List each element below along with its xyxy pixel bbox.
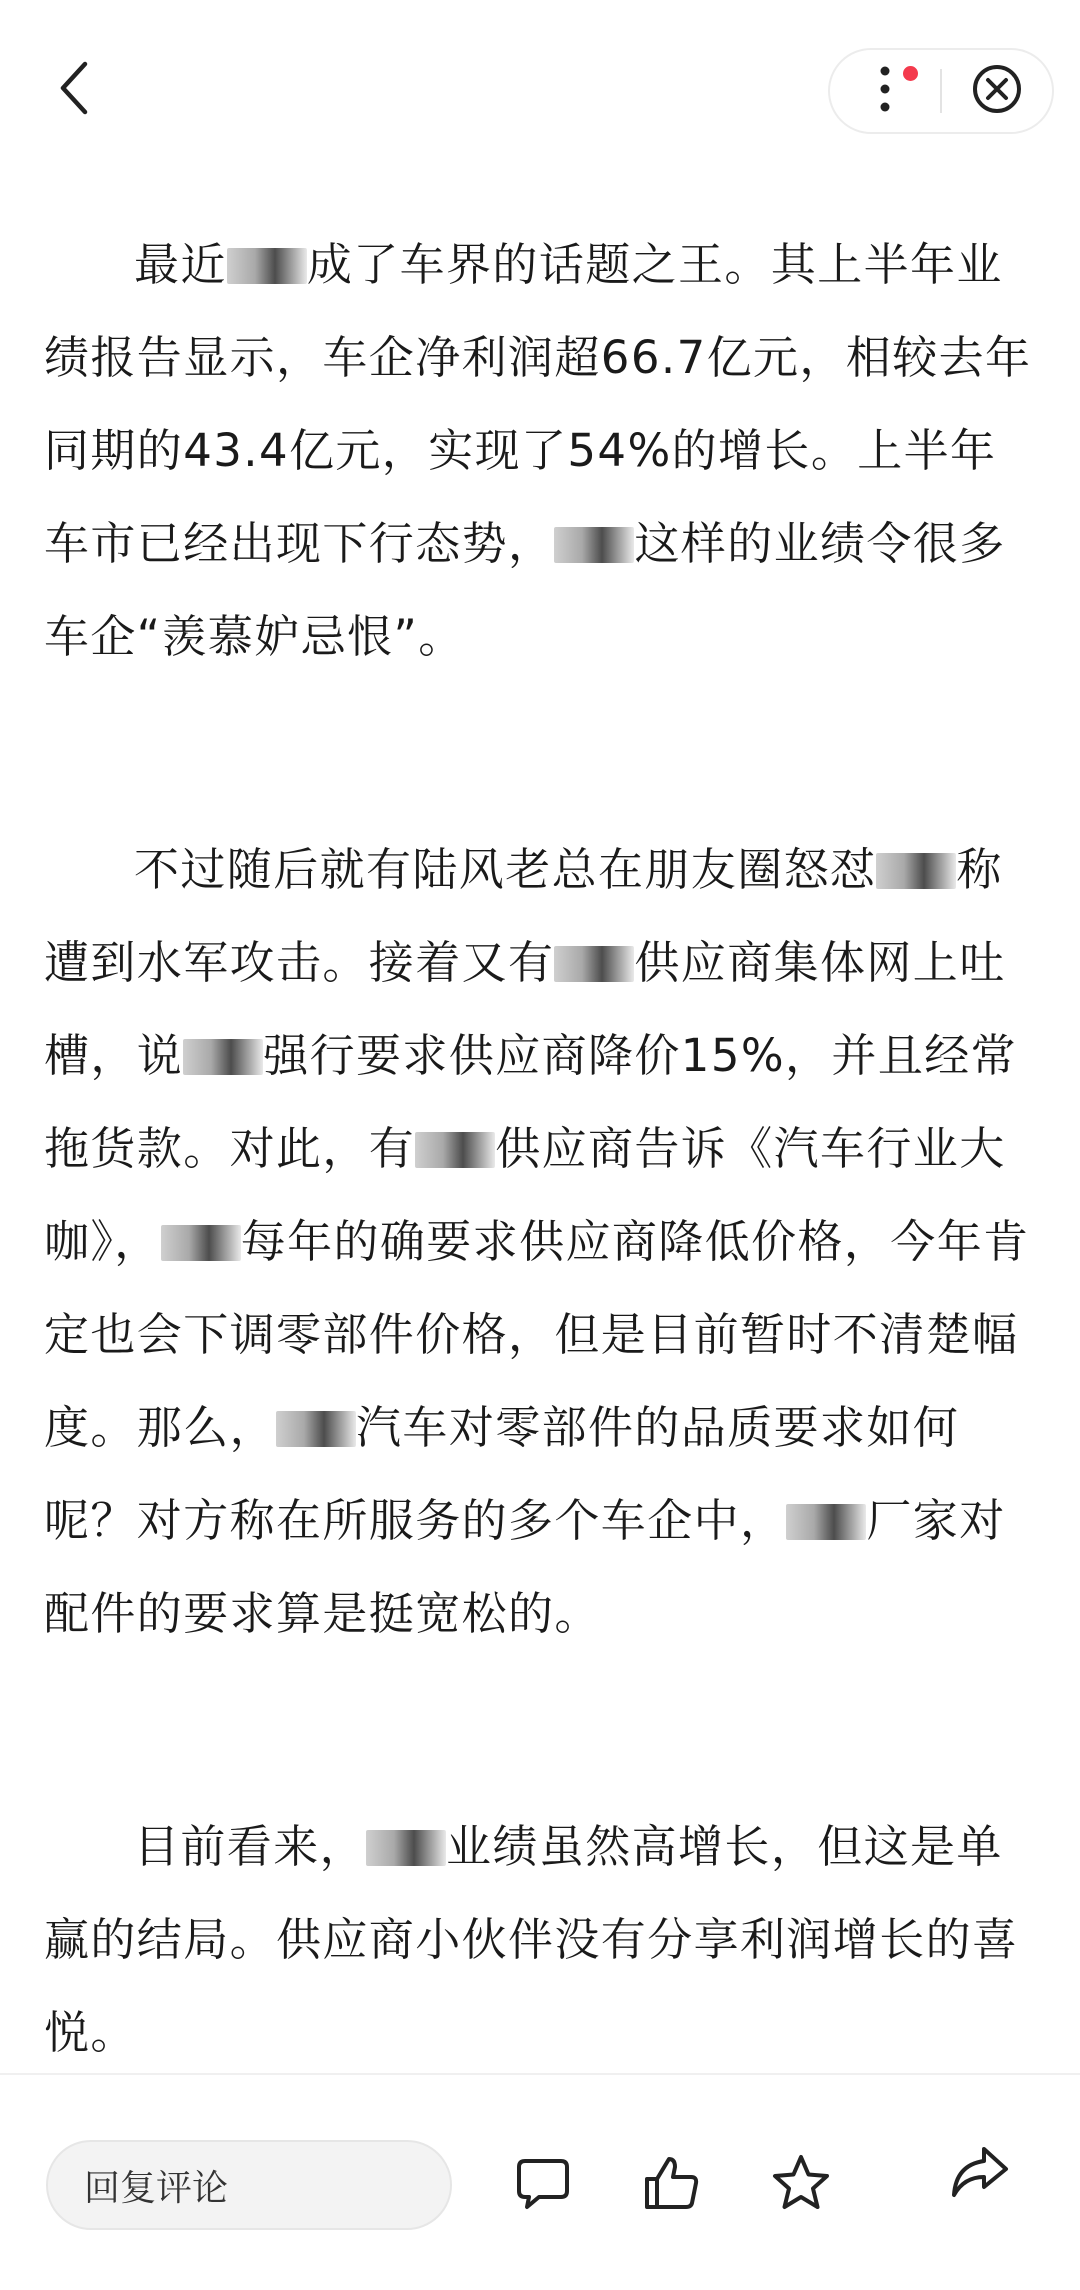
paragraph-text: 供应商集体网上吐槽，说 xyxy=(44,936,1006,1082)
share-button[interactable] xyxy=(940,2135,1020,2215)
reply-input[interactable] xyxy=(46,2140,452,2230)
redacted-name-mask xyxy=(554,527,634,563)
paragraph-text: 业绩虽然高增长，但这是单赢的结局。供应商小伙伴没有分享利润增长的喜悦。 xyxy=(44,1820,1019,2059)
more-button[interactable] xyxy=(830,50,940,132)
top-bar xyxy=(0,0,1080,180)
paragraph-text: 每年的确要求供应商降低价格，今年肯定也会下调零部件价格，但是目前暂时不清楚幅度。那么， xyxy=(44,1215,1030,1454)
redacted-name-mask xyxy=(786,1504,866,1540)
redacted-name-mask xyxy=(161,1225,241,1261)
thumbs-up-icon xyxy=(641,2153,701,2217)
mini-program-capsule xyxy=(828,48,1054,134)
more-vertical-icon xyxy=(877,64,893,118)
redacted-name-mask xyxy=(276,1411,356,1447)
paragraph-1 xyxy=(44,218,1039,683)
favorite-button[interactable] xyxy=(761,2145,841,2225)
paragraph-text: 汽车对零部件的品质要求如何呢？对方称在所服务的多个车企中， xyxy=(44,1401,960,1547)
reply-placeholder: 回复评论 xyxy=(84,2167,229,2209)
bottom-action-bar xyxy=(0,2075,1080,2290)
paragraph-3 xyxy=(44,1800,1039,2079)
comment-icon xyxy=(513,2153,573,2217)
paragraph-text: 称遭到水军攻击。接着又有 xyxy=(44,843,1003,989)
paragraph-text: 目前看来， xyxy=(134,1820,367,1873)
paragraph-2 xyxy=(44,823,1039,1660)
paragraph-text: 厂家对配件的要求算是挺宽松的。 xyxy=(44,1494,1006,1640)
redacted-name-mask xyxy=(415,1132,495,1168)
redacted-name-mask xyxy=(227,248,307,284)
redacted-name-mask xyxy=(554,946,634,982)
paragraph-text: 这样的业绩令很多车企“羡慕妒忌恨”。 xyxy=(44,517,1006,663)
redacted-name-mask xyxy=(876,853,956,889)
like-button[interactable] xyxy=(631,2145,711,2225)
chevron-left-icon xyxy=(55,58,95,122)
paragraph-text: 供应商告诉《汽车行业大咖》， xyxy=(44,1122,1006,1268)
star-icon xyxy=(770,2153,832,2217)
paragraph-text: 成了车界的话题之王。其上半年业绩报告显示，车企净利润超66.7亿元，相较去年同期的43.4亿元，实现了54%的增长。上半年车市已经出现下行态势， xyxy=(44,238,1032,570)
notification-dot xyxy=(903,66,918,81)
article-body xyxy=(44,218,1039,2079)
share-icon xyxy=(948,2143,1012,2207)
close-circle-icon xyxy=(971,63,1023,119)
paragraph-text: 不过随后就有陆风老总在朋友圈怒怼 xyxy=(134,843,877,896)
redacted-name-mask xyxy=(183,1039,263,1075)
comment-button[interactable] xyxy=(503,2145,583,2225)
paragraph-text: 强行要求供应商降价15%，并且经常拖货款。对此，有 xyxy=(44,1029,1018,1175)
redacted-name-mask xyxy=(366,1830,446,1866)
back-button[interactable] xyxy=(40,50,110,130)
close-button[interactable] xyxy=(942,50,1052,132)
paragraph-text: 最近 xyxy=(134,238,227,291)
